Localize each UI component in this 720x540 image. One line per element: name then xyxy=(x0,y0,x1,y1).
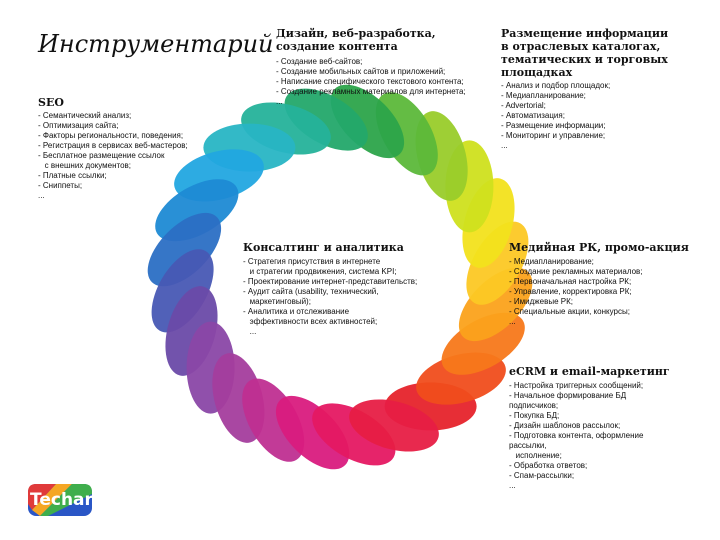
page-title: Инструментарий xyxy=(38,30,274,58)
list-item: - Бесплатное размещение ссылок xyxy=(38,151,165,160)
list-item: подписчиков; xyxy=(509,401,559,410)
section-seo xyxy=(38,96,188,201)
list-item: - Обработка ответов; xyxy=(509,461,588,470)
list-item: - Аналитика и отслеживание xyxy=(243,307,350,316)
section-consulting-title: Консалтинг и аналитика xyxy=(243,241,404,254)
list-item: - Семантический анализ; xyxy=(38,111,132,120)
section-design xyxy=(276,27,466,107)
list-item: - Факторы региональности, поведения; xyxy=(38,131,184,140)
list-item: - Первоначальная настройка РК; xyxy=(509,277,632,286)
section-catalogs-title-line: Размещение информации xyxy=(501,27,669,40)
list-item: - Специальные акции, конкурсы; xyxy=(509,307,630,316)
list-item: - Advertorial; xyxy=(501,101,546,110)
list-item: - Спам-рассылки; xyxy=(509,471,575,480)
list-item: исполнение; xyxy=(509,451,562,460)
logo-text: Techart xyxy=(30,490,102,510)
list-item: - Оптимизация сайта; xyxy=(38,121,119,130)
list-item: - Создание мобильных сайтов и приложений; xyxy=(276,67,446,76)
list-item: - Настройка триггерных сообщений; xyxy=(509,381,644,390)
list-item: ... xyxy=(243,327,257,336)
list-item: - Проектирование интернет-представительств; xyxy=(243,277,418,286)
list-item: эффективности всех активностей; xyxy=(243,317,378,326)
section-ecrm-list xyxy=(509,381,670,491)
section-catalogs-title xyxy=(501,27,668,79)
list-item: и стратегии продвижения, система KPI; xyxy=(243,267,397,276)
list-item: - Платные ссылки; xyxy=(38,171,107,180)
list-item: - Управление, корректировка РК; xyxy=(509,287,632,296)
list-item: - Автоматизация; xyxy=(501,111,565,120)
section-design-title-line: Дизайн, веб-разработка, xyxy=(276,27,436,40)
list-item: - Дизайн шаблонов рассылок; xyxy=(509,421,621,430)
list-item: - Аудит сайта (usability, технический, xyxy=(243,287,379,296)
section-media xyxy=(509,241,689,327)
list-item: - Стратегия присутствия в интернете xyxy=(243,257,381,266)
list-item: - Написание специфического текстового контента; xyxy=(276,77,464,86)
list-item: - Медиапланирование; xyxy=(509,257,594,266)
section-media-title: Медийная РК, промо-акция xyxy=(509,241,689,254)
section-design-title xyxy=(276,27,466,53)
list-item: ... xyxy=(509,481,516,490)
list-item: - Регистрация в сервисах веб-мастеров; xyxy=(38,141,188,150)
list-item: ... xyxy=(38,191,45,200)
section-ecrm-title: eCRM и email-маркетинг xyxy=(509,365,670,378)
section-design-list xyxy=(276,57,466,107)
section-seo-title: SEO xyxy=(38,96,64,109)
list-item: - Размещение информации; xyxy=(501,121,606,130)
list-item: - Подготовка контента, оформление xyxy=(509,431,644,440)
section-catalogs-title-line: площадках xyxy=(501,66,573,79)
list-item: ... xyxy=(501,141,508,150)
section-catalogs-title-line: в отраслевых каталогах, xyxy=(501,40,661,53)
list-item: - Сниппеты; xyxy=(38,181,83,190)
list-item: - Анализ и подбор площадок; xyxy=(501,81,611,90)
section-consulting-list xyxy=(243,257,417,337)
list-item: - Имиджевые РК; xyxy=(509,297,573,306)
section-media-list xyxy=(509,257,689,327)
list-item: ... xyxy=(509,317,516,326)
list-item: с внешних документов; xyxy=(38,161,132,170)
list-item: - Создание рекламных материалов; xyxy=(509,267,643,276)
list-item: - Покупка БД; xyxy=(509,411,560,420)
list-item: маркетинговый); xyxy=(243,297,311,306)
section-catalogs-list xyxy=(501,81,668,151)
list-item: - Мониторинг и управление; xyxy=(501,131,606,140)
section-design-title-line: создание контента xyxy=(276,40,398,53)
list-item: - Медиапланирование; xyxy=(501,91,586,100)
section-catalogs xyxy=(501,27,668,151)
list-item: ... xyxy=(276,97,283,106)
section-ecrm xyxy=(509,365,670,491)
list-item: - Начальное формирование БД xyxy=(509,391,627,400)
list-item: - Создание веб-сайтов; xyxy=(276,57,363,66)
section-consulting xyxy=(243,241,417,337)
section-seo-list xyxy=(38,111,188,201)
list-item: - Создание рекламных материалов для интернета; xyxy=(276,87,466,96)
list-item: рассылки, xyxy=(509,441,547,450)
section-catalogs-title-line: тематических и торговых xyxy=(501,53,668,66)
